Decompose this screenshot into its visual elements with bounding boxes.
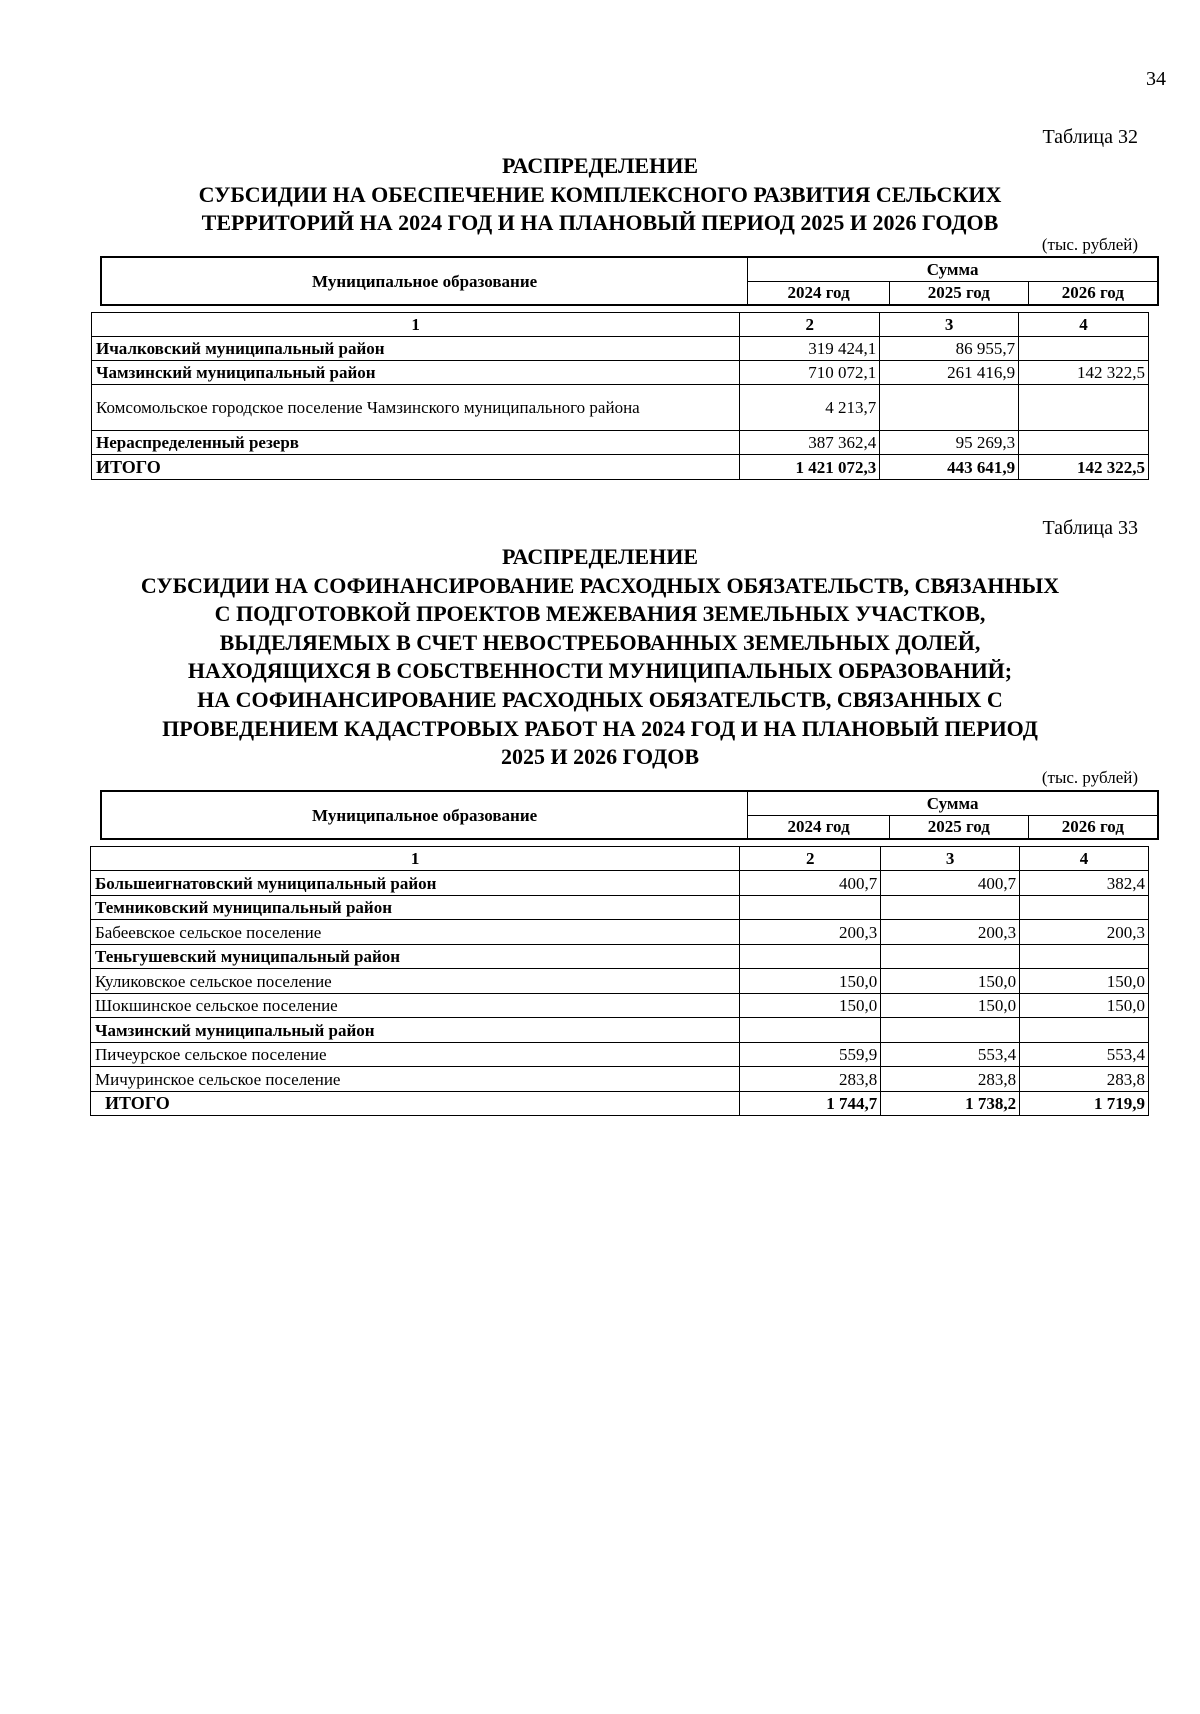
header-sum: Сумма bbox=[748, 257, 1158, 281]
page-number: 34 bbox=[1146, 68, 1166, 90]
header-year-2025: 2025 год bbox=[889, 281, 1028, 305]
table-33-body bbox=[90, 846, 1149, 1116]
value-2024: 710 072,1 bbox=[740, 361, 880, 385]
col-number: 3 bbox=[881, 847, 1020, 871]
entity-name: Ичалковский муниципальный район bbox=[92, 337, 740, 361]
entity-name: Чамзинский муниципальный район bbox=[91, 1018, 740, 1043]
col-number: 1 bbox=[92, 313, 740, 337]
value-2025 bbox=[880, 385, 1019, 431]
value-2026 bbox=[1019, 431, 1149, 455]
value-2025: 553,4 bbox=[881, 1043, 1020, 1067]
value-2025 bbox=[881, 1018, 1020, 1043]
entity-name: Нераспределенный резерв bbox=[92, 431, 740, 455]
column-number-row bbox=[92, 313, 1149, 337]
value-2026: 382,4 bbox=[1020, 871, 1149, 896]
col-number: 4 bbox=[1019, 313, 1149, 337]
value-2024: 4 213,7 bbox=[740, 385, 880, 431]
col-number: 1 bbox=[91, 847, 740, 871]
title-line: ПРОВЕДЕНИЕМ КАДАСТРОВЫХ РАБОТ НА 2024 ГОД И НА ПЛАНОВЫЙ ПЕРИОД bbox=[162, 715, 1038, 741]
table-32-label: Таблица 32 bbox=[1042, 126, 1138, 148]
column-number-row bbox=[91, 847, 1149, 871]
entity-name: Пичеурское сельское поселение bbox=[91, 1043, 740, 1067]
value-2024 bbox=[740, 896, 881, 920]
title-line: 2025 И 2026 ГОДОВ bbox=[501, 744, 699, 770]
value-2024 bbox=[740, 945, 881, 969]
table-row bbox=[91, 1043, 1149, 1067]
total-label: ИТОГО bbox=[91, 1092, 740, 1116]
header-year-2024: 2024 год bbox=[748, 281, 890, 305]
value-2025 bbox=[881, 896, 1020, 920]
table-row bbox=[92, 431, 1149, 455]
header-year-2024: 2024 год bbox=[748, 815, 890, 839]
header-year-2026: 2026 год bbox=[1028, 815, 1158, 839]
value-2024: 150,0 bbox=[740, 969, 881, 994]
col-number: 3 bbox=[880, 313, 1019, 337]
value-2025 bbox=[881, 945, 1020, 969]
value-2024: 319 424,1 bbox=[740, 337, 880, 361]
value-2026: 553,4 bbox=[1020, 1043, 1149, 1067]
title-line: НАХОДЯЩИХСЯ В СОБСТВЕННОСТИ МУНИЦИПАЛЬНЫХ ОБРАЗОВАНИЙ; bbox=[187, 658, 1013, 684]
header-sum: Сумма bbox=[748, 791, 1158, 815]
header-year-2026: 2026 год bbox=[1028, 281, 1158, 305]
entity-name: Теньгушевский муниципальный район bbox=[91, 945, 740, 969]
entity-name: Большеигнатовский муниципальный район bbox=[91, 871, 740, 896]
col-number: 2 bbox=[740, 313, 880, 337]
table-row bbox=[92, 361, 1149, 385]
table-32-title bbox=[0, 152, 1200, 238]
table-33-header bbox=[100, 790, 1159, 840]
title-line: ТЕРРИТОРИЙ НА 2024 ГОД И НА ПЛАНОВЫЙ ПЕРИОД 2025 И 2026 ГОДОВ bbox=[201, 210, 999, 236]
value-2025: 150,0 bbox=[881, 969, 1020, 994]
table-row bbox=[91, 969, 1149, 994]
value-2025: 400,7 bbox=[881, 871, 1020, 896]
table-row bbox=[91, 896, 1149, 920]
value-2026: 200,3 bbox=[1020, 920, 1149, 945]
value-2024: 150,0 bbox=[740, 994, 881, 1018]
table-row bbox=[92, 337, 1149, 361]
total-2024: 1 421 072,3 bbox=[740, 455, 880, 480]
value-2024: 283,8 bbox=[740, 1067, 881, 1092]
table-row bbox=[91, 994, 1149, 1018]
total-2025: 443 641,9 bbox=[880, 455, 1019, 480]
total-label: ИТОГО bbox=[92, 455, 740, 480]
value-2026: 150,0 bbox=[1020, 994, 1149, 1018]
value-2025: 261 416,9 bbox=[880, 361, 1019, 385]
table-33-label: Таблица 33 bbox=[1042, 517, 1138, 539]
table-row bbox=[91, 871, 1149, 896]
table-row bbox=[92, 385, 1149, 431]
value-2026 bbox=[1020, 896, 1149, 920]
value-2025: 95 269,3 bbox=[880, 431, 1019, 455]
entity-name: Чамзинский муниципальный район bbox=[92, 361, 740, 385]
entity-name: Шокшинское сельское поселение bbox=[91, 994, 740, 1018]
value-2025: 150,0 bbox=[881, 994, 1020, 1018]
value-2026 bbox=[1020, 1018, 1149, 1043]
title-line: НА СОФИНАНСИРОВАНИЕ РАСХОДНЫХ ОБЯЗАТЕЛЬСТВ, СВЯЗАННЫХ С bbox=[197, 686, 1003, 712]
table-33-title bbox=[0, 543, 1200, 772]
total-2026: 142 322,5 bbox=[1019, 455, 1149, 480]
value-2025: 86 955,7 bbox=[880, 337, 1019, 361]
total-row bbox=[91, 1092, 1149, 1116]
value-2024: 559,9 bbox=[740, 1043, 881, 1067]
title-line: СУБСИДИИ НА ОБЕСПЕЧЕНИЕ КОМПЛЕКСНОГО РАЗВИТИЯ СЕЛЬСКИХ bbox=[198, 181, 1002, 207]
entity-name: Бабеевское сельское поселение bbox=[91, 920, 740, 945]
value-2024: 200,3 bbox=[740, 920, 881, 945]
table-row bbox=[91, 1067, 1149, 1092]
value-2026 bbox=[1019, 385, 1149, 431]
entity-name: Комсомольское городское поселение Чамзинского муниципального района bbox=[92, 385, 740, 431]
table-32-body bbox=[91, 312, 1149, 480]
col-number: 4 bbox=[1020, 847, 1149, 871]
entity-name: Темниковский муниципальный район bbox=[91, 896, 740, 920]
value-2024 bbox=[740, 1018, 881, 1043]
title-line: С ПОДГОТОВКОЙ ПРОЕКТОВ МЕЖЕВАНИЯ ЗЕМЕЛЬНЫХ УЧАСТКОВ, bbox=[214, 601, 986, 627]
value-2025: 200,3 bbox=[881, 920, 1020, 945]
total-row bbox=[92, 455, 1149, 480]
table-32-header bbox=[100, 256, 1159, 306]
table-32-unit: (тыс. рублей) bbox=[1041, 235, 1138, 254]
table-row bbox=[91, 945, 1149, 969]
value-2024: 400,7 bbox=[740, 871, 881, 896]
value-2026 bbox=[1020, 945, 1149, 969]
entity-name: Мичуринское сельское поселение bbox=[91, 1067, 740, 1092]
title-line: ВЫДЕЛЯЕМЫХ В СЧЕТ НЕВОСТРЕБОВАННЫХ ЗЕМЕЛЬНЫХ ДОЛЕЙ, bbox=[219, 629, 981, 655]
value-2026: 283,8 bbox=[1020, 1067, 1149, 1092]
title-line: РАСПРЕДЕЛЕНИЕ bbox=[501, 544, 698, 569]
total-2024: 1 744,7 bbox=[740, 1092, 881, 1116]
title-line: СУБСИДИИ НА СОФИНАНСИРОВАНИЕ РАСХОДНЫХ ОБЯЗАТЕЛЬСТВ, СВЯЗАННЫХ bbox=[140, 572, 1060, 598]
value-2026 bbox=[1019, 337, 1149, 361]
title-line: РАСПРЕДЕЛЕНИЕ bbox=[501, 153, 698, 178]
col-number: 2 bbox=[740, 847, 881, 871]
entity-name: Куликовское сельское поселение bbox=[91, 969, 740, 994]
table-33-unit: (тыс. рублей) bbox=[1041, 768, 1138, 787]
header-year-2025: 2025 год bbox=[889, 815, 1028, 839]
value-2026: 142 322,5 bbox=[1019, 361, 1149, 385]
header-entity: Муниципальное образование bbox=[101, 791, 748, 839]
table-row bbox=[91, 1018, 1149, 1043]
total-2026: 1 719,9 bbox=[1020, 1092, 1149, 1116]
total-2025: 1 738,2 bbox=[881, 1092, 1020, 1116]
value-2025: 283,8 bbox=[881, 1067, 1020, 1092]
value-2026: 150,0 bbox=[1020, 969, 1149, 994]
header-entity: Муниципальное образование bbox=[101, 257, 748, 305]
value-2024: 387 362,4 bbox=[740, 431, 880, 455]
table-row bbox=[91, 920, 1149, 945]
